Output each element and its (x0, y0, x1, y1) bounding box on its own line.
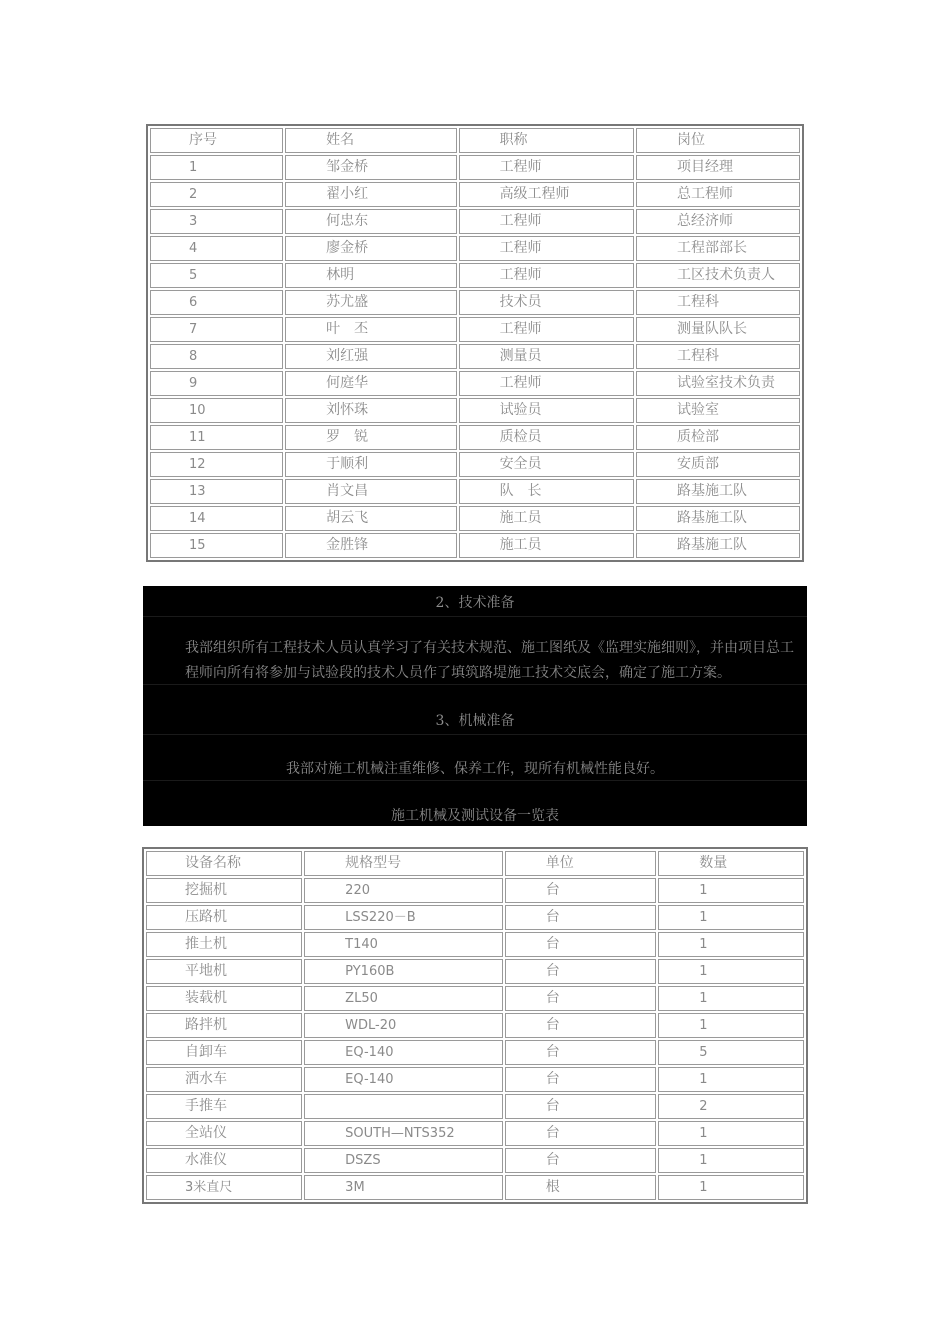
staff-row (150, 236, 800, 261)
table-cell: 何忠东 (285, 209, 456, 234)
tech-prep-heading: 2、技术准备 (435, 595, 515, 611)
table-cell: 邹金桥 (285, 155, 456, 180)
equipment-row (146, 878, 804, 903)
table-cell: 刘怀珠 (285, 398, 456, 423)
table-cell: 质检部 (636, 425, 800, 450)
equipment-row (146, 1040, 804, 1065)
table-cell: 1 (658, 1013, 804, 1038)
table-cell: 装载机 (146, 986, 302, 1011)
table-cell: 台 (505, 1013, 657, 1038)
staff-row (150, 533, 800, 558)
table-cell: 路拌机 (146, 1013, 302, 1038)
table-cell: DSZS (304, 1148, 503, 1173)
table-cell: 1 (658, 1067, 804, 1092)
table-cell: 路基施工队 (636, 506, 800, 531)
table-cell: 6 (150, 290, 283, 315)
table-cell: PY160B (304, 959, 503, 984)
table-header-row (146, 851, 804, 876)
table-cell: 5 (150, 263, 283, 288)
table-cell: 台 (505, 905, 657, 930)
table-cell: 工程部部长 (636, 236, 800, 261)
table-cell: T140 (304, 932, 503, 957)
divider (143, 734, 807, 735)
table-cell: ZL50 (304, 986, 503, 1011)
table-cell: 推土机 (146, 932, 302, 957)
staff-row (150, 182, 800, 207)
table-cell: 项目经理 (636, 155, 800, 180)
table-cell: 工程科 (636, 344, 800, 369)
table-cell: 技术员 (459, 290, 634, 315)
table-cell: 1 (658, 959, 804, 984)
table-cell: 工程科 (636, 290, 800, 315)
equipment-table-title: 施工机械及测试设备一览表 (391, 808, 559, 824)
table-cell: 队 长 (459, 479, 634, 504)
table-cell: 3 (150, 209, 283, 234)
table-cell: 苏尤盛 (285, 290, 456, 315)
table-cell: 挖掘机 (146, 878, 302, 903)
staff-row (150, 425, 800, 450)
table-cell: 手推车 (146, 1094, 302, 1119)
table-cell: 2 (150, 182, 283, 207)
equipment-table (142, 847, 808, 1204)
staff-row (150, 479, 800, 504)
table-cell: 林明 (285, 263, 456, 288)
table-cell: 7 (150, 317, 283, 342)
table-cell: 工程师 (459, 209, 634, 234)
table-header-cell: 单位 (505, 851, 657, 876)
table-cell: 10 (150, 398, 283, 423)
table-cell: 1 (150, 155, 283, 180)
table-cell: 1 (658, 1175, 804, 1200)
table-cell: 试验员 (459, 398, 634, 423)
table-cell: 安全员 (459, 452, 634, 477)
equipment-row (146, 1094, 804, 1119)
table-cell (304, 1094, 503, 1119)
table-cell: 廖金桥 (285, 236, 456, 261)
preparation-block (143, 586, 807, 826)
equipment-row (146, 1175, 804, 1200)
table-cell: 14 (150, 506, 283, 531)
table-cell: 水准仪 (146, 1148, 302, 1173)
staff-row (150, 452, 800, 477)
table-cell: 路基施工队 (636, 533, 800, 558)
equipment-row (146, 1013, 804, 1038)
table-cell: 8 (150, 344, 283, 369)
table-header-cell: 姓名 (285, 128, 456, 153)
table-cell: 刘红强 (285, 344, 456, 369)
table-cell: 台 (505, 1040, 657, 1065)
table-cell: 工程师 (459, 317, 634, 342)
machine-prep-paragraph: 我部对施工机械注重维修、保养工作，现所有机械性能良好。 (286, 761, 664, 777)
table-cell: 1 (658, 1148, 804, 1173)
table-cell: 测量员 (459, 344, 634, 369)
staff-row (150, 344, 800, 369)
equipment-row (146, 986, 804, 1011)
table-cell: 工程师 (459, 263, 634, 288)
table-header-cell: 职称 (459, 128, 634, 153)
table-header-row (150, 128, 800, 153)
table-cell: 施工员 (459, 506, 634, 531)
divider (143, 616, 807, 617)
table-cell: 台 (505, 1094, 657, 1119)
table-cell: 15 (150, 533, 283, 558)
table-cell: 试验室 (636, 398, 800, 423)
staff-row (150, 506, 800, 531)
table-cell: 肖文昌 (285, 479, 456, 504)
table-cell: 自卸车 (146, 1040, 302, 1065)
table-cell: 台 (505, 878, 657, 903)
table-cell: 胡云飞 (285, 506, 456, 531)
staff-row (150, 155, 800, 180)
table-cell: 台 (505, 1067, 657, 1092)
table-cell: 1 (658, 905, 804, 930)
table-cell: 3米直尺 (146, 1175, 302, 1200)
table-cell: 11 (150, 425, 283, 450)
table-cell: 台 (505, 932, 657, 957)
table-cell: 高级工程师 (459, 182, 634, 207)
equipment-row (146, 905, 804, 930)
table-cell: 总经济师 (636, 209, 800, 234)
table-cell: 路基施工队 (636, 479, 800, 504)
table-cell: 13 (150, 479, 283, 504)
table-cell: EQ-140 (304, 1040, 503, 1065)
divider (143, 684, 807, 685)
table-cell: 洒水车 (146, 1067, 302, 1092)
table-cell: EQ-140 (304, 1067, 503, 1092)
table-cell: 叶 丕 (285, 317, 456, 342)
table-cell: 1 (658, 932, 804, 957)
table-header-cell: 序号 (150, 128, 283, 153)
table-cell: 220 (304, 878, 503, 903)
table-cell: 质检员 (459, 425, 634, 450)
table-cell: 全站仪 (146, 1121, 302, 1146)
machine-prep-heading: 3、机械准备 (435, 713, 515, 729)
table-cell: 测量队队长 (636, 317, 800, 342)
equipment-row (146, 1148, 804, 1173)
table-header-cell: 设备名称 (146, 851, 302, 876)
table-header-cell: 数量 (658, 851, 804, 876)
table-cell: 台 (505, 959, 657, 984)
table-cell: 台 (505, 986, 657, 1011)
table-cell: 3M (304, 1175, 503, 1200)
table-cell: 12 (150, 452, 283, 477)
table-cell: WDL-20 (304, 1013, 503, 1038)
table-cell: 工程师 (459, 236, 634, 261)
table-cell: 于顺利 (285, 452, 456, 477)
table-cell: 4 (150, 236, 283, 261)
table-cell: 何庭华 (285, 371, 456, 396)
table-cell: 台 (505, 1148, 657, 1173)
table-cell: 5 (658, 1040, 804, 1065)
table-cell: LSS220－B (304, 905, 503, 930)
table-cell: 1 (658, 878, 804, 903)
table-cell: 罗 锐 (285, 425, 456, 450)
table-cell: 施工员 (459, 533, 634, 558)
equipment-row (146, 932, 804, 957)
tech-prep-paragraph: 我部组织所有工程技术人员认真学习了有关技术规范、施工图纸及《监理实施细则》，并由项目总工程师向所有将参加与试验段的技术人员作了填筑路堤施工技术交底会，确定了施工方案。 (185, 640, 794, 681)
table-cell: 9 (150, 371, 283, 396)
equipment-row (146, 1121, 804, 1146)
table-cell: SOUTH—NTS352 (304, 1121, 503, 1146)
table-header-cell: 岗位 (636, 128, 800, 153)
table-cell: 2 (658, 1094, 804, 1119)
table-cell: 金胜锋 (285, 533, 456, 558)
staff-row (150, 371, 800, 396)
table-cell: 根 (505, 1175, 657, 1200)
table-cell: 安质部 (636, 452, 800, 477)
equipment-row (146, 1067, 804, 1092)
table-cell: 1 (658, 1121, 804, 1146)
staff-row (150, 398, 800, 423)
table-cell: 工程师 (459, 155, 634, 180)
table-cell: 平地机 (146, 959, 302, 984)
table-cell: 总工程师 (636, 182, 800, 207)
table-cell: 试验室技术负责 (636, 371, 800, 396)
divider (143, 780, 807, 781)
staff-table (146, 124, 804, 562)
table-cell: 翟小红 (285, 182, 456, 207)
table-cell: 工区技术负责人 (636, 263, 800, 288)
staff-row (150, 263, 800, 288)
staff-row (150, 317, 800, 342)
equipment-row (146, 959, 804, 984)
staff-row (150, 209, 800, 234)
table-cell: 工程师 (459, 371, 634, 396)
table-cell: 台 (505, 1121, 657, 1146)
table-cell: 1 (658, 986, 804, 1011)
table-header-cell: 规格型号 (304, 851, 503, 876)
staff-row (150, 290, 800, 315)
table-cell: 压路机 (146, 905, 302, 930)
